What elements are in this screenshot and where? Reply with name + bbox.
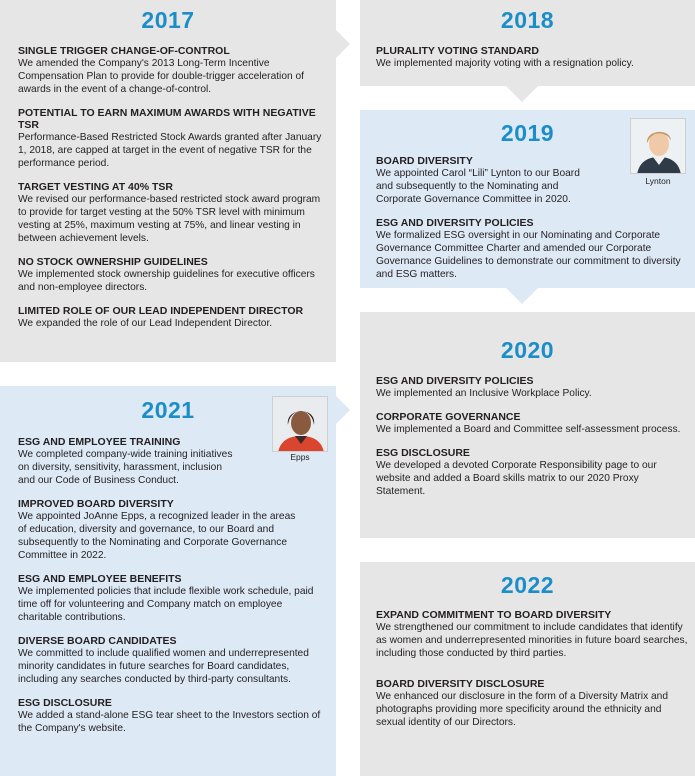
item <box>18 107 323 170</box>
item-body: We enhanced our disclosure in the form of a Diversity Matrix and photographs providing more specificity around the ethnicity and sexual identity of our Directors. <box>376 691 668 728</box>
item-title: PLURALITY VOTING STANDARD <box>376 45 539 57</box>
item <box>376 447 688 498</box>
item-body: We implemented an Inclusive Workplace Policy. <box>376 388 592 399</box>
item-body: We amended the Company's 2013 Long-Term Incentive Compensation Plan to provide for double-trigger acceleration of awards in the event of a change-of-control. <box>18 58 304 95</box>
item <box>18 45 323 96</box>
item-title: ESG AND EMPLOYEE TRAINING <box>18 436 181 448</box>
items-2019 <box>376 155 686 281</box>
item-title: SINGLE TRIGGER CHANGE-OF-CONTROL <box>18 45 230 57</box>
arrow-2019 <box>506 288 538 304</box>
item-title: LIMITED ROLE OF OUR LEAD INDEPENDENT DIRECTOR <box>18 305 304 317</box>
year-heading-2019: 2019 <box>500 120 555 146</box>
item <box>18 635 323 686</box>
item-body: We committed to include qualified women and underrepresented minority candidates in future searches for Board candidates, including any searches conducted by third-party consultants. <box>18 648 309 685</box>
item-body: Performance-Based Restricted Stock Awards granted after January 1, 2018, are capped at target in the event of negative TSR for the performance period. <box>18 132 322 169</box>
item-body: We revised our performance-based restricted stock award program to provide for target vesting at the 50% TSR level with minimum vesting at 25%, maximum vesting at 75%, and linear vesting in between achievement levels. <box>18 194 321 244</box>
item-body: We formalized ESG oversight in our Nominating and Corporate Governance Committee Charter and amended our Corporate Governance Guidelines to demonstrate our commitment to diversity and ESG matters. <box>376 230 681 280</box>
item-body: We implemented policies that include flexible work schedule, paid time off for volunteering and Company match on employee charitable contributions. <box>18 586 314 623</box>
item-title: IMPROVED BOARD DIVERSITY <box>18 498 174 510</box>
item <box>18 498 303 562</box>
item-body: We completed company-wide training initiatives on diversity, sensitivity, harassment, inclusion and our Code of Business Conduct. <box>18 449 233 486</box>
item-title: BOARD DIVERSITY <box>376 155 473 167</box>
year-heading-2017: 2017 <box>141 7 195 33</box>
year-heading-2018: 2018 <box>500 7 555 33</box>
item <box>18 436 240 487</box>
arrow-2017 <box>336 30 350 58</box>
item-title: ESG DISCLOSURE <box>18 697 112 709</box>
item-title: EXPAND COMMITMENT TO BOARD DIVERSITY <box>376 609 612 621</box>
items-2022 <box>376 609 688 729</box>
item-body: We appointed JoAnne Epps, a recognized leader in the areas of education, diversity and governance, to our Board and subsequently to the Nominating and Corporate Governance Committee in 2022. <box>18 511 296 561</box>
item-title: TARGET VESTING AT 40% TSR <box>18 181 173 193</box>
photo-caption-lynton: Lynton <box>645 176 671 186</box>
arrow-2018 <box>506 86 538 102</box>
item <box>18 256 323 294</box>
item-title: ESG AND DIVERSITY POLICIES <box>376 217 534 229</box>
item-body: We implemented majority voting with a resignation policy. <box>376 58 634 69</box>
photo-caption-epps: Epps <box>290 452 310 462</box>
item-title: DIVERSE BOARD CANDIDATES <box>18 635 177 647</box>
item <box>376 678 688 729</box>
items-2018 <box>376 45 686 70</box>
item <box>376 155 586 206</box>
items-2020 <box>376 375 688 498</box>
item <box>376 375 688 400</box>
item-title: ESG AND EMPLOYEE BENEFITS <box>18 573 182 585</box>
item <box>376 411 688 436</box>
item <box>376 217 686 281</box>
item-body: We developed a devoted Corporate Responsibility page to our website and added a Board skills matrix to our 2020 Proxy Statement. <box>376 460 657 497</box>
item-body: We implemented stock ownership guidelines for executive officers and non-employee directors. <box>18 269 315 293</box>
year-heading-2020: 2020 <box>500 337 555 363</box>
item-body: We added a stand-alone ESG tear sheet to the Investors section of the Company's website. <box>18 710 321 734</box>
item-body: We appointed Carol “Lili” Lynton to our Board and subsequently to the Nominating and Corporate Governance Committee in 2020. <box>376 168 580 205</box>
year-heading-2022: 2022 <box>500 572 555 598</box>
items-2021 <box>18 436 323 735</box>
item <box>18 181 323 245</box>
year-heading-2021: 2021 <box>141 397 195 423</box>
items-2017 <box>18 45 323 330</box>
item-body: We strengthened our commitment to include candidates that identify as women and underrepresented minorities in future board searches, including those conducted by third parties. <box>376 622 688 659</box>
item-title: ESG AND DIVERSITY POLICIES <box>376 375 534 387</box>
item-body: We implemented a Board and Committee self-assessment process. <box>376 424 681 435</box>
item <box>18 305 323 330</box>
item-title: POTENTIAL TO EARN MAXIMUM AWARDS WITH NEGATIVE TSR <box>18 107 316 131</box>
item-body: We expanded the role of our Lead Independent Director. <box>18 318 273 329</box>
item <box>18 697 323 735</box>
item <box>18 573 323 624</box>
item-title: CORPORATE GOVERNANCE <box>376 411 521 423</box>
arrow-2021 <box>336 396 350 424</box>
item <box>376 609 688 660</box>
item-title: ESG DISCLOSURE <box>376 447 470 459</box>
item-title: NO STOCK OWNERSHIP GUIDELINES <box>18 256 208 268</box>
item-title: BOARD DIVERSITY DISCLOSURE <box>376 678 545 690</box>
item <box>376 45 686 70</box>
